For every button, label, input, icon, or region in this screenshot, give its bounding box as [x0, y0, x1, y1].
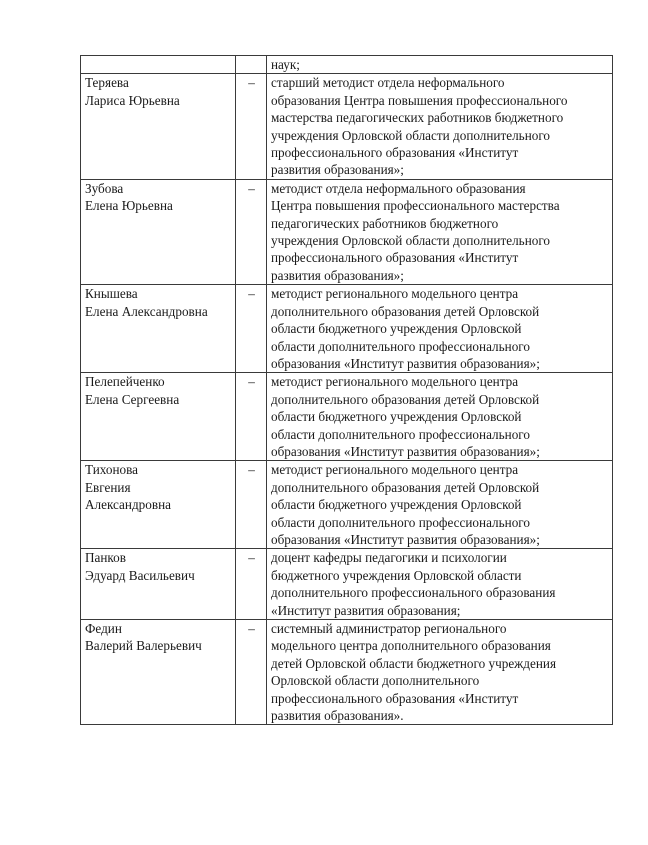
table-row: [81, 179, 613, 284]
member-name-cell: [81, 74, 236, 179]
table-row: [81, 549, 613, 620]
position-line: развития образования».: [271, 708, 404, 724]
dash-cell-empty: [236, 56, 267, 74]
position-line: системный администратор регионального: [271, 621, 507, 636]
dash-cell: –: [236, 179, 267, 284]
commission-members-table: [80, 55, 613, 725]
table-row: [81, 620, 613, 725]
position-line: области дополнительного профессионального: [271, 338, 530, 354]
position-line: мастерства педагогических работников бюджетного: [271, 110, 564, 126]
dash-cell: –: [236, 549, 267, 620]
table-row: [81, 373, 613, 461]
position-line: профессионального образования «Институт: [271, 250, 519, 266]
member-surname: Федин: [85, 621, 122, 636]
member-name-cell: [81, 549, 236, 620]
member-given-name: Евгения: [85, 479, 131, 495]
position-line: профессионального образования «Институт: [271, 690, 519, 706]
position-line: методист регионального модельного центра: [271, 462, 519, 478]
member-given-name: Лариса Юрьевна: [85, 92, 180, 108]
position-line: «Институт развития образования;: [271, 602, 461, 618]
position-line: области бюджетного учреждения Орловской: [271, 321, 522, 337]
dash-cell: –: [236, 461, 267, 549]
position-line: методист отдела неформального образования: [271, 180, 526, 196]
position-line: детей Орловской области бюджетного учреждения: [271, 655, 557, 671]
position-line: образования «Институт развития образования»;: [271, 531, 540, 547]
member-given-name: Эдуард Васильевич: [85, 567, 195, 583]
dash-cell: –: [236, 620, 267, 725]
position-line: дополнительного образования детей Орловской: [271, 391, 540, 407]
position-line: методист регионального модельного центра: [271, 286, 519, 302]
member-surname: Теряева: [85, 75, 129, 91]
name-cell-empty: [81, 56, 236, 74]
position-cell: [267, 285, 613, 373]
member-name-cell: [81, 285, 236, 373]
position-line: дополнительного образования детей Орловской: [271, 479, 540, 495]
table-row: [81, 461, 613, 549]
position-cell: [267, 179, 613, 284]
member-given-name: Елена Юрьевна: [85, 198, 173, 214]
position-line: учреждения Орловской области дополнительного: [271, 127, 551, 143]
member-name-cell: [81, 620, 236, 725]
position-line: бюджетного учреждения Орловской области: [271, 567, 522, 583]
position-cell: [267, 373, 613, 461]
member-patronymic: Александровна: [85, 497, 171, 513]
position-line: профессионального образования «Институт: [271, 145, 519, 161]
position-line: Центра повышения профессионального мастерства: [271, 198, 560, 214]
member-surname: Тихонова: [85, 462, 139, 478]
position-line: учреждения Орловской области дополнительного: [271, 233, 551, 249]
position-line: доцент кафедры педагогики и психологии: [271, 550, 507, 566]
table-row: [81, 74, 613, 179]
position-line: дополнительного профессионального образования: [271, 585, 556, 601]
position-line: области бюджетного учреждения Орловской: [271, 409, 522, 425]
position-line: развития образования»;: [271, 162, 404, 178]
position-cell: [267, 74, 613, 179]
member-name-cell: [81, 461, 236, 549]
position-line: модельного центра дополнительного образования: [271, 638, 551, 654]
position-cell: [267, 620, 613, 725]
table-row-continuation: [81, 56, 613, 74]
position-cell: [267, 56, 613, 74]
position-line: педагогических работников бюджетного: [271, 215, 499, 231]
position-line: образования Центра повышения профессионального: [271, 92, 568, 108]
dash-cell: –: [236, 285, 267, 373]
position-line: старший методист отдела неформального: [271, 75, 505, 91]
position-line: наук;: [271, 57, 300, 72]
table-row: [81, 285, 613, 373]
position-cell: [267, 461, 613, 549]
position-line: образования «Институт развития образования»;: [271, 355, 540, 371]
position-line: образования «Институт развития образования»;: [271, 443, 540, 459]
member-surname: Зубова: [85, 180, 124, 196]
position-line: развития образования»;: [271, 267, 404, 283]
member-surname: Кнышева: [85, 286, 138, 302]
dash-cell: –: [236, 74, 267, 179]
member-given-name: Валерий Валерьевич: [85, 638, 202, 654]
member-surname: Панков: [85, 550, 126, 566]
position-cell: [267, 549, 613, 620]
position-line: области дополнительного профессионального: [271, 426, 530, 442]
member-name-cell: [81, 373, 236, 461]
member-surname: Пелепейченко: [85, 374, 165, 390]
member-name-cell: [81, 179, 236, 284]
member-given-name: Елена Александровна: [85, 303, 208, 319]
position-line: Орловской области дополнительного: [271, 673, 480, 689]
position-line: методист регионального модельного центра: [271, 374, 519, 390]
member-given-name: Елена Сергеевна: [85, 391, 180, 407]
dash-cell: –: [236, 373, 267, 461]
position-line: области бюджетного учреждения Орловской: [271, 497, 522, 513]
position-line: области дополнительного профессионального: [271, 514, 530, 530]
position-line: дополнительного образования детей Орловской: [271, 303, 540, 319]
